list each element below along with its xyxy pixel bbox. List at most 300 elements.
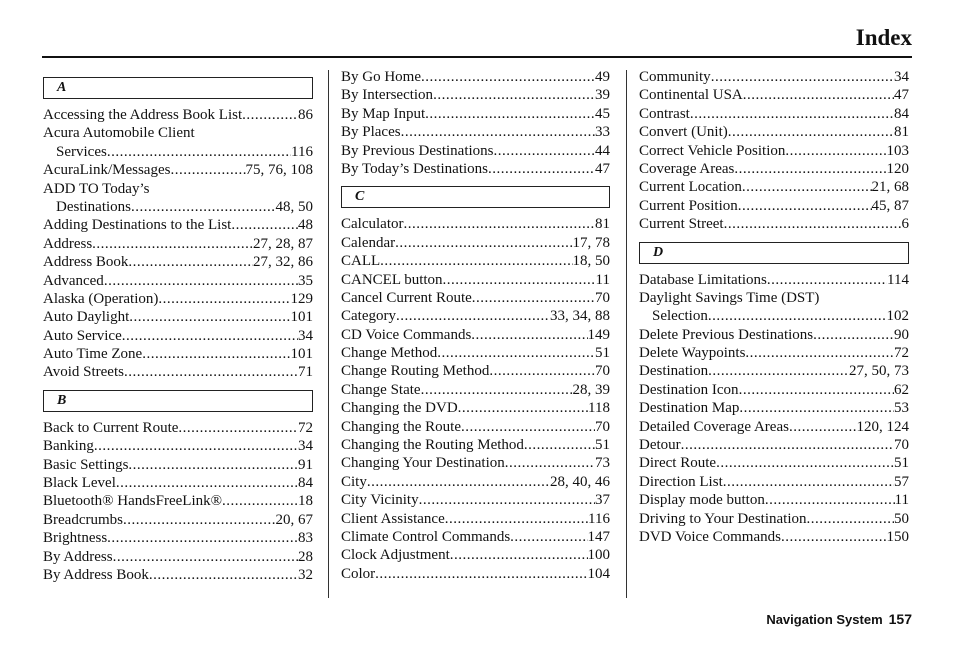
entry-page-numbers: 18, 50 <box>572 253 610 270</box>
dot-leader <box>739 399 894 417</box>
entry-label: AcuraLink/Messages <box>43 162 171 179</box>
index-entry-heading: ADD TO Today’s <box>43 180 150 197</box>
entry-page-numbers: 114 <box>887 271 909 288</box>
index-entry <box>639 197 909 215</box>
entry-label: By Intersection <box>341 87 434 104</box>
dot-leader <box>723 473 894 491</box>
entry-page-numbers: 90 <box>894 326 909 343</box>
dot-leader <box>128 456 298 474</box>
index-entry <box>341 271 610 289</box>
entry-page-numbers: 18 <box>298 493 313 510</box>
dot-leader <box>739 381 894 399</box>
dot-leader <box>813 326 894 344</box>
entry-label: Continental USA <box>639 87 743 104</box>
dot-leader <box>178 419 298 437</box>
index-entry <box>43 456 313 474</box>
index-entry <box>341 307 610 325</box>
index-entry <box>639 326 909 344</box>
index-entry <box>341 289 610 307</box>
entry-label: Direction List <box>639 473 723 490</box>
entry-page-numbers: 51 <box>595 345 610 362</box>
entry-page-numbers: 81 <box>595 216 610 233</box>
entry-label: Clock Adjustment <box>341 547 450 564</box>
dot-leader <box>785 142 886 160</box>
entry-page-numbers: 100 <box>587 547 610 564</box>
entry-label: Calculator <box>341 216 404 233</box>
dot-leader <box>92 235 253 253</box>
entry-page-numbers: 34 <box>298 327 313 344</box>
entry-label: Auto Daylight <box>43 309 130 326</box>
index-entry <box>43 419 313 437</box>
entry-label: Bluetooth® HandsFreeLink® <box>43 493 223 510</box>
entry-page-numbers: 21, 68 <box>871 179 909 196</box>
entry-page-numbers: 28, 39 <box>572 381 610 398</box>
index-entry <box>341 381 610 399</box>
entry-page-numbers: 84 <box>298 475 313 492</box>
entry-page-numbers: 70 <box>894 437 909 454</box>
dot-leader <box>681 436 894 454</box>
entry-page-numbers: 91 <box>298 456 313 473</box>
entry-label: By Previous Destinations <box>341 142 494 159</box>
column-divider <box>328 70 329 598</box>
entry-label: Address Book <box>43 254 129 271</box>
entry-page-numbers: 103 <box>886 142 909 159</box>
dot-leader <box>107 143 291 161</box>
entry-label: Black Level <box>43 475 116 492</box>
dot-leader <box>401 123 595 141</box>
index-entry <box>341 68 610 86</box>
index-entry <box>43 106 313 124</box>
entry-label: Destination Map <box>639 400 740 417</box>
dot-leader <box>231 216 298 234</box>
dot-leader <box>142 345 290 363</box>
dot-leader <box>728 123 894 141</box>
dot-leader <box>708 362 849 380</box>
index-entry <box>341 105 610 123</box>
entry-label: By Today’s Destinations <box>341 160 489 177</box>
entry-label: Driving to Your Destination <box>639 510 807 527</box>
section-letter-b: B <box>43 390 313 412</box>
entry-page-numbers: 11 <box>894 492 909 509</box>
dot-leader <box>396 307 550 325</box>
dot-leader <box>510 528 587 546</box>
entry-page-numbers: 116 <box>291 143 313 160</box>
section-letter-a: A <box>43 77 313 99</box>
index-entry <box>43 253 313 271</box>
entry-page-numbers: 35 <box>298 272 313 289</box>
dot-leader <box>738 197 872 215</box>
index-entry <box>43 437 313 455</box>
index-entry <box>341 491 610 509</box>
entry-page-numbers: 83 <box>298 530 313 547</box>
index-entry <box>341 123 610 141</box>
entry-label: Cancel Current Route <box>341 289 472 306</box>
index-column-3 <box>639 68 909 546</box>
index-entry <box>639 271 909 289</box>
footer-label: Navigation System <box>766 612 883 627</box>
index-entry <box>639 528 909 546</box>
index-entry <box>43 327 313 345</box>
dot-leader <box>222 492 298 510</box>
index-entry <box>43 492 313 510</box>
entry-label: Banking <box>43 438 94 455</box>
entry-label: Color <box>341 565 376 582</box>
entry-page-numbers: 116 <box>588 510 610 527</box>
entry-page-numbers: 73 <box>595 455 610 472</box>
page-footer <box>766 611 912 627</box>
index-entry <box>43 216 313 234</box>
dot-leader <box>445 510 588 528</box>
index-entry <box>43 363 313 381</box>
dot-leader <box>458 399 588 417</box>
entry-page-numbers: 27, 50, 73 <box>849 363 909 380</box>
entry-label: Changing the Route <box>341 418 461 435</box>
entry-label: Current Position <box>639 197 738 214</box>
entry-label: Current Street <box>639 216 724 233</box>
entry-page-numbers: 57 <box>894 473 909 490</box>
entry-page-numbers: 70 <box>595 363 610 380</box>
entry-page-numbers: 62 <box>894 381 909 398</box>
entry-label: CD Voice Commands <box>341 326 472 343</box>
index-entry <box>639 123 909 141</box>
dot-leader <box>129 308 290 326</box>
index-column-1 <box>43 68 313 584</box>
dot-leader <box>437 344 595 362</box>
index-entry <box>43 474 313 492</box>
index-entry <box>639 436 909 454</box>
entry-label: Address <box>43 235 93 252</box>
index-entry <box>341 399 610 417</box>
dot-leader <box>104 272 298 290</box>
dot-leader <box>124 363 298 381</box>
entry-page-numbers: 75, 76, 108 <box>245 162 313 179</box>
index-entry <box>639 86 909 104</box>
entry-label: By Address <box>43 548 113 565</box>
entry-label: Avoid Streets <box>43 364 124 381</box>
index-entry <box>43 529 313 547</box>
entry-label: Destination <box>639 363 709 380</box>
dot-leader <box>743 86 894 104</box>
entry-label: Delete Previous Destinations <box>639 326 814 343</box>
index-entry-heading: Acura Automobile Client <box>43 125 195 142</box>
entry-label: By Go Home <box>341 69 421 85</box>
index-entry <box>639 473 909 491</box>
dot-leader <box>170 161 245 179</box>
dot-leader <box>765 491 895 509</box>
entry-label: By Map Input <box>341 105 426 122</box>
entry-label: Category <box>341 308 396 325</box>
entry-label: Changing the Routing Method <box>341 437 524 454</box>
entry-label: Back to Current Route <box>43 419 179 436</box>
entry-page-numbers: 34 <box>894 69 909 85</box>
entry-label: Current Location <box>639 179 742 196</box>
entry-page-numbers: 72 <box>894 345 909 362</box>
entry-page-numbers: 44 <box>595 142 610 159</box>
entry-page-numbers: 120, 124 <box>856 418 909 435</box>
entry-label: Calendar <box>341 234 396 251</box>
index-entry <box>639 362 909 380</box>
entry-page-numbers: 37 <box>595 492 610 509</box>
dot-leader <box>433 86 595 104</box>
dot-leader <box>461 418 595 436</box>
entry-label: Delete Waypoints <box>639 345 746 362</box>
dot-leader <box>425 105 595 123</box>
dot-leader <box>734 160 886 178</box>
index-entry <box>341 362 610 380</box>
index-entry <box>43 161 313 179</box>
entry-page-numbers: 34 <box>298 438 313 455</box>
entry-page-numbers: 20, 67 <box>275 511 313 528</box>
entry-page-numbers: 102 <box>886 308 909 325</box>
dot-leader <box>128 253 253 271</box>
index-entry <box>639 510 909 528</box>
dot-leader <box>242 106 298 124</box>
dot-leader <box>745 344 894 362</box>
page-title: Index <box>855 25 912 50</box>
entry-page-numbers: 51 <box>894 455 909 472</box>
entry-page-numbers: 71 <box>298 364 313 381</box>
dot-leader <box>116 474 298 492</box>
dot-leader <box>380 252 572 270</box>
index-entry <box>639 454 909 472</box>
entry-page-numbers: 101 <box>290 309 313 326</box>
entry-label: Brightness <box>43 530 108 547</box>
entry-label: Contrast <box>639 105 690 122</box>
entry-label: CANCEL button <box>341 271 443 288</box>
dot-leader <box>711 68 894 86</box>
entry-label: DVD Voice Commands <box>639 528 781 545</box>
index-entry <box>341 344 610 362</box>
index-entry <box>43 308 313 326</box>
entry-page-numbers: 33 <box>595 124 610 141</box>
dot-leader <box>403 215 595 233</box>
entry-label: By Places <box>341 124 401 141</box>
index-entry <box>43 345 313 363</box>
entry-page-numbers: 17, 78 <box>572 234 610 251</box>
entry-label: City Vicinity <box>341 492 419 509</box>
section-letter-c: C <box>341 186 610 208</box>
entry-page-numbers: 101 <box>290 346 313 363</box>
index-entry <box>639 418 909 436</box>
entry-page-numbers: 51 <box>595 437 610 454</box>
entry-page-numbers: 50 <box>894 510 909 527</box>
column-divider <box>626 70 627 598</box>
index-entry <box>341 436 610 454</box>
index-entry <box>341 215 610 233</box>
entry-label: Selection <box>652 308 708 325</box>
index-entry <box>639 160 909 178</box>
entry-page-numbers: 84 <box>894 105 909 122</box>
entry-page-numbers: 6 <box>901 216 909 233</box>
entry-label: Advanced <box>43 272 104 289</box>
entry-page-numbers: 53 <box>894 400 909 417</box>
entry-page-numbers: 45 <box>595 105 610 122</box>
entry-label: Services <box>56 143 107 160</box>
dot-leader <box>113 548 298 566</box>
index-entry <box>43 235 313 253</box>
dot-leader <box>789 418 857 436</box>
page-number: 157 <box>888 611 912 627</box>
dot-leader <box>708 307 887 325</box>
index-entry <box>43 198 313 216</box>
entry-label: Accessing the Address Book List <box>43 107 243 123</box>
dot-leader <box>450 546 588 564</box>
dot-leader <box>123 511 276 529</box>
dot-leader <box>375 565 587 583</box>
entry-label: Detailed Coverage Areas <box>639 418 789 435</box>
entry-page-numbers: 33, 34, 88 <box>550 308 610 325</box>
entry-label: Adding Destinations to the List <box>43 217 232 234</box>
index-entry <box>639 142 909 160</box>
dot-leader <box>472 289 595 307</box>
entry-page-numbers: 149 <box>587 326 610 343</box>
index-entry <box>341 528 610 546</box>
index-entry <box>43 290 313 308</box>
dot-leader <box>94 437 298 455</box>
index-entry <box>341 86 610 104</box>
index-entry <box>341 510 610 528</box>
index-entry <box>639 491 909 509</box>
index-entry <box>341 454 610 472</box>
index-column-2 <box>341 68 610 583</box>
entry-label: Community <box>639 69 711 85</box>
dot-leader <box>419 491 595 509</box>
entry-label: Auto Time Zone <box>43 346 143 363</box>
entry-page-numbers: 45, 87 <box>871 197 909 214</box>
index-entry <box>639 381 909 399</box>
entry-page-numbers: 72 <box>298 419 313 436</box>
index-entry <box>639 215 909 233</box>
index-entry <box>43 143 313 161</box>
entry-page-numbers: 32 <box>298 566 313 583</box>
dot-leader <box>131 198 276 216</box>
entry-page-numbers: 28, 40, 46 <box>550 473 610 490</box>
entry-label: Change Routing Method <box>341 363 490 380</box>
index-entry <box>639 105 909 123</box>
dot-leader <box>494 142 596 160</box>
index-entry <box>341 142 610 160</box>
index-entry <box>341 160 610 178</box>
entry-label: By Address Book <box>43 566 149 583</box>
entry-page-numbers: 118 <box>588 400 610 417</box>
dot-leader <box>807 510 894 528</box>
entry-label: Display mode button <box>639 492 765 509</box>
dot-leader <box>716 454 894 472</box>
index-entry <box>341 252 610 270</box>
dot-leader <box>421 68 595 86</box>
entry-page-numbers: 129 <box>290 290 313 307</box>
index-entry <box>341 326 610 344</box>
entry-page-numbers: 39 <box>595 87 610 104</box>
section-letter-d: D <box>639 242 909 264</box>
index-entry <box>43 548 313 566</box>
entry-label: Convert (Unit) <box>639 124 728 141</box>
entry-label: Change Method <box>341 345 438 362</box>
entry-page-numbers: 47 <box>595 160 610 177</box>
dot-leader <box>767 271 887 289</box>
entry-label: Database Limitations <box>639 271 767 288</box>
entry-page-numbers: 81 <box>894 124 909 141</box>
header-rule <box>42 56 912 58</box>
entry-page-numbers: 86 <box>298 107 313 123</box>
entry-page-numbers: 27, 28, 87 <box>253 235 313 252</box>
dot-leader <box>488 160 595 178</box>
entry-page-numbers: 104 <box>587 565 610 582</box>
dot-leader <box>367 473 550 491</box>
entry-page-numbers: 48, 50 <box>275 198 313 215</box>
entry-label: Change State <box>341 381 421 398</box>
entry-page-numbers: 120 <box>886 160 909 177</box>
entry-page-numbers: 27, 32, 86 <box>253 254 313 271</box>
entry-label: Direct Route <box>639 455 717 472</box>
entry-label: City <box>341 473 367 490</box>
entry-page-numbers: 147 <box>587 528 610 545</box>
index-entry <box>639 307 909 325</box>
entry-page-numbers: 150 <box>886 528 909 545</box>
index-entry <box>639 178 909 196</box>
entry-label: Climate Control Commands <box>341 528 511 545</box>
entry-page-numbers: 70 <box>595 418 610 435</box>
index-entry <box>639 68 909 86</box>
index-entry <box>43 566 313 584</box>
index-entry <box>341 234 610 252</box>
entry-label: CALL <box>341 253 381 270</box>
index-entry <box>639 399 909 417</box>
dot-leader <box>724 215 902 233</box>
entry-page-numbers: 49 <box>595 69 610 85</box>
dot-leader <box>149 566 298 584</box>
dot-leader <box>107 529 298 547</box>
entry-label: Correct Vehicle Position <box>639 142 786 159</box>
dot-leader <box>505 454 595 472</box>
index-entry-heading: Daylight Savings Time (DST) <box>639 289 820 306</box>
entry-page-numbers: 28 <box>298 548 313 565</box>
entry-label: Destinations <box>56 198 131 215</box>
index-entry <box>341 565 610 583</box>
entry-label: Basic Settings <box>43 456 129 473</box>
index-entry <box>341 546 610 564</box>
index-entry <box>341 418 610 436</box>
entry-label: Client Assistance <box>341 510 445 527</box>
entry-label: Changing the DVD <box>341 400 458 417</box>
index-entry <box>341 473 610 491</box>
dot-leader <box>421 381 573 399</box>
index-entry <box>43 511 313 529</box>
dot-leader <box>781 528 887 546</box>
entry-label: Detour <box>639 437 681 454</box>
entry-page-numbers: 70 <box>595 289 610 306</box>
entry-label: Coverage Areas <box>639 160 735 177</box>
dot-leader <box>690 105 894 123</box>
entry-page-numbers: 48 <box>298 217 313 234</box>
entry-label: Auto Service <box>43 327 122 344</box>
entry-label: Breadcrumbs <box>43 511 123 528</box>
dot-leader <box>524 436 595 454</box>
entry-label: Alaska (Operation) <box>43 290 159 307</box>
entry-page-numbers: 11 <box>595 271 610 288</box>
dot-leader <box>742 178 872 196</box>
dot-leader <box>395 234 572 252</box>
dot-leader <box>471 326 587 344</box>
entry-label: Changing Your Destination <box>341 455 505 472</box>
index-entry <box>43 272 313 290</box>
index-entry <box>639 344 909 362</box>
dot-leader <box>122 327 298 345</box>
entry-page-numbers: 47 <box>894 87 909 104</box>
dot-leader <box>489 362 595 380</box>
entry-label: Destination Icon <box>639 381 739 398</box>
dot-leader <box>443 271 596 289</box>
